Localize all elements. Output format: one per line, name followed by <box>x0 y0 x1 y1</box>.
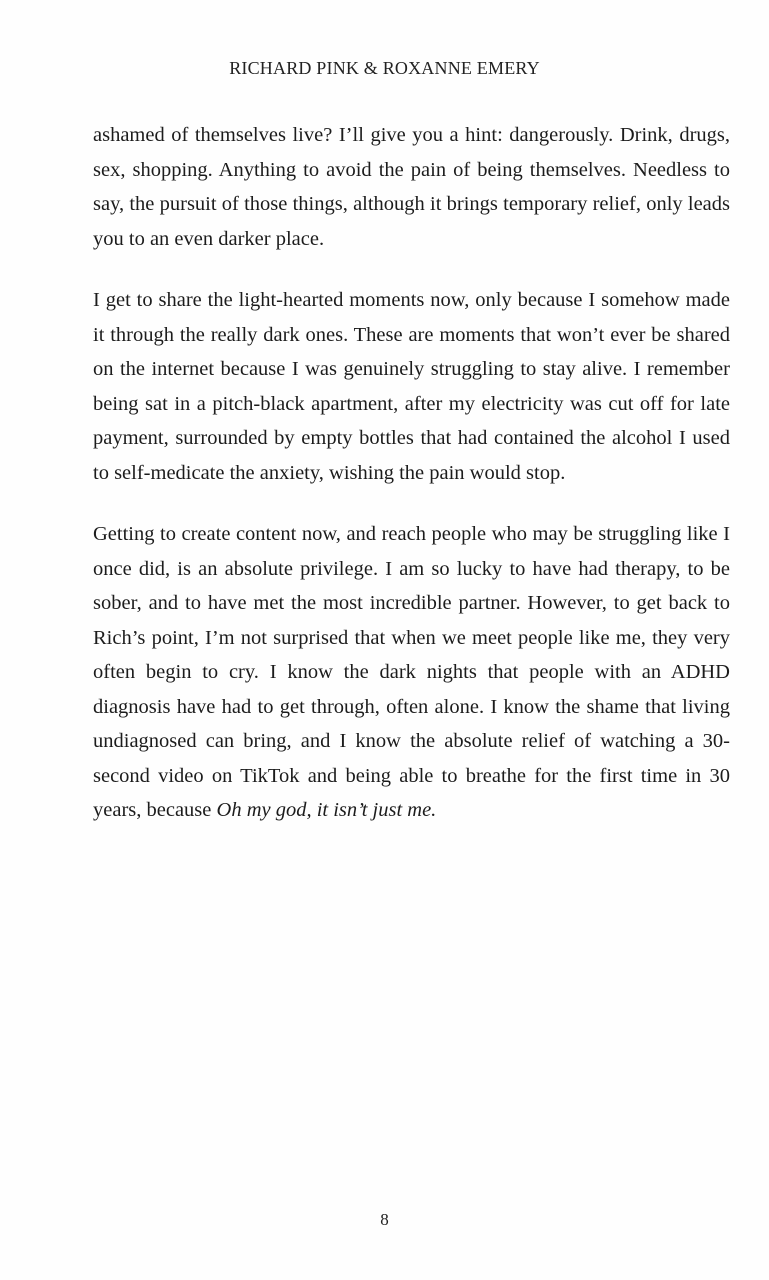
paragraph-3 <box>93 517 730 828</box>
paragraph-3-italic: Oh my god, it isn’t just me. <box>216 799 437 821</box>
body-text <box>93 118 730 855</box>
paragraph-1: ashamed of themselves live? I’ll give you a hint: dangerously. Drink, drugs, sex, shopping. Anything to avoid the pain of being themselves. Needless to say, the pursuit of those things, although it brings temporary relief, only leads you to an even darker place. <box>93 124 730 250</box>
page-number: 8 <box>380 1210 389 1229</box>
running-head: RICHARD PINK & ROXANNE EMERY <box>229 58 540 78</box>
paragraph-3-text: Getting to create content now, and reach people who may be struggling like I once did, is an absolute privilege. I am so lucky to have had therapy, to be sober, and to have met the most incredible partner. However, to get back to Rich’s point, I’m not surprised that when we meet people like me, they very often begin to cry. I know the dark nights that people with an ADHD diagnosis have had to get through, often alone. I know the shame that living undiagnosed can bring, and I know the absolute relief of watching a 30-second video on TikTok and being able to breathe for the first time in 30 years, because <box>93 523 730 821</box>
paragraph-2: I get to share the light-hearted moments now, only because I somehow made it through the really dark ones. These are moments that won’t ever be shared on the internet because I was genuinely struggling to stay alive. I remember being sat in a pitch-black apartment, after my electricity was cut off for late payment, surrounded by empty bottles that had contained the alcohol I used to self-medicate the anxiety, wishing the pain would stop. <box>93 289 730 484</box>
